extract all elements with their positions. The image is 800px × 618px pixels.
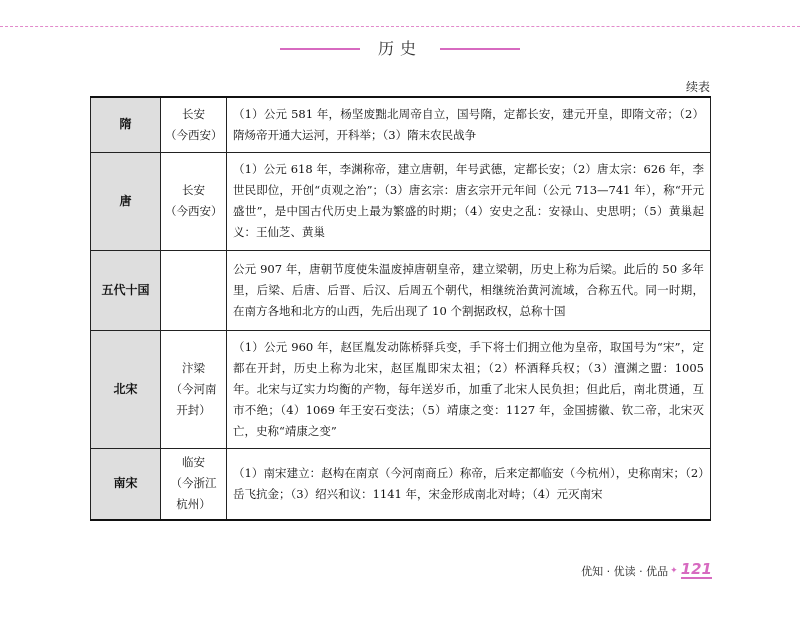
capital-line: （今西安）	[165, 127, 223, 142]
dynasty-cell: 北宋	[91, 330, 161, 448]
table-row	[91, 152, 711, 250]
dynasty-cell: 南宋	[91, 448, 161, 520]
capital-cell	[161, 330, 227, 448]
capital-line: 长安	[182, 106, 205, 121]
capital-line: （今浙江	[170, 476, 217, 491]
capital-line: 杭州）	[176, 497, 211, 512]
table-row	[91, 97, 711, 152]
capital-cell	[161, 250, 227, 330]
dynasty-cell: 唐	[91, 152, 161, 250]
events-cell: （1）公元 618 年，李渊称帝，建立唐朝，年号武德，定都长安；（2）唐太宗：626 年，李世民即位，开创“贞观之治”；（3）唐玄宗：唐玄宗开元年间（公元 713—741 年），称“开元盛世”，是中国古代历史上最为繁盛的时期；（4）安史之乱：安禄山、史思明；（5）黄巢起义：王仙芝、黄巢	[227, 152, 711, 250]
table-row	[91, 250, 711, 330]
continued-label: 续表	[685, 80, 710, 94]
star-icon: ✦	[670, 565, 678, 576]
capital-cell	[161, 448, 227, 520]
events-cell: （1）公元 581 年，杨坚废黜北周帝自立，国号隋，定都长安，建元开皇，即隋文帝；（2）隋炀帝开通大运河，开科举；（3）隋末农民战争	[227, 97, 711, 152]
events-cell: （1）公元 960 年，赵匡胤发动陈桥驿兵变，手下将士们拥立他为皇帝，取国号为“宋”，定都在开封，历史上称为北宋，赵匡胤即宋太祖；（2）杯酒释兵权；（3）澶渊之盟：1005 年。北宋与辽实力均衡的产物，每年送岁币，加重了北宋人民负担；但此后，南北贯通，互市不绝；（4）1069 年王安石变法；（5）靖康之变：1127 年，金国掳徽、钦二帝，北宋灭亡，史称“靖康之变”	[227, 330, 711, 448]
page-header	[0, 36, 800, 60]
dynasty-cell: 隋	[91, 97, 161, 152]
capital-cell	[161, 97, 227, 152]
events-cell: 公元 907 年，唐朝节度使朱温废掉唐朝皇帝，建立梁朝，历史上称为后梁。此后的 50 多年里，后梁、后唐、后晋、后汉、后周五个朝代，相继统治黄河流域，合称五代。同一时期，在南方各地和北方的山西，先后出现了 10 个割据政权，总称十国	[227, 250, 711, 330]
top-dashed-rule	[0, 26, 800, 27]
history-table	[90, 96, 711, 521]
dynasty-cell: 五代十国	[91, 250, 161, 330]
capital-line: 汴梁	[182, 360, 205, 375]
page-title: 历史	[377, 39, 422, 58]
page-number: 121	[680, 560, 712, 578]
table-row	[91, 330, 711, 448]
capital-line: 临安	[182, 455, 205, 470]
footer-slogan: 优知 · 优读 · 优品	[581, 564, 669, 578]
capital-line: 开封）	[176, 402, 211, 417]
capital-line: （今河南	[170, 381, 217, 396]
header-rule-right	[440, 48, 520, 50]
capital-line: 长安	[182, 183, 205, 197]
table-row	[91, 448, 711, 520]
header-rule-left	[280, 48, 360, 50]
page-footer	[581, 562, 712, 579]
capital-line: （今西安）	[165, 204, 223, 218]
capital-cell	[161, 152, 227, 250]
events-cell: （1）南宋建立：赵构在南京（今河南商丘）称帝，后来定都临安（今杭州），史称南宋；（2）岳飞抗金；（3）绍兴和议：1141 年，宋金形成南北对峙；（4）元灭南宋	[227, 448, 711, 520]
